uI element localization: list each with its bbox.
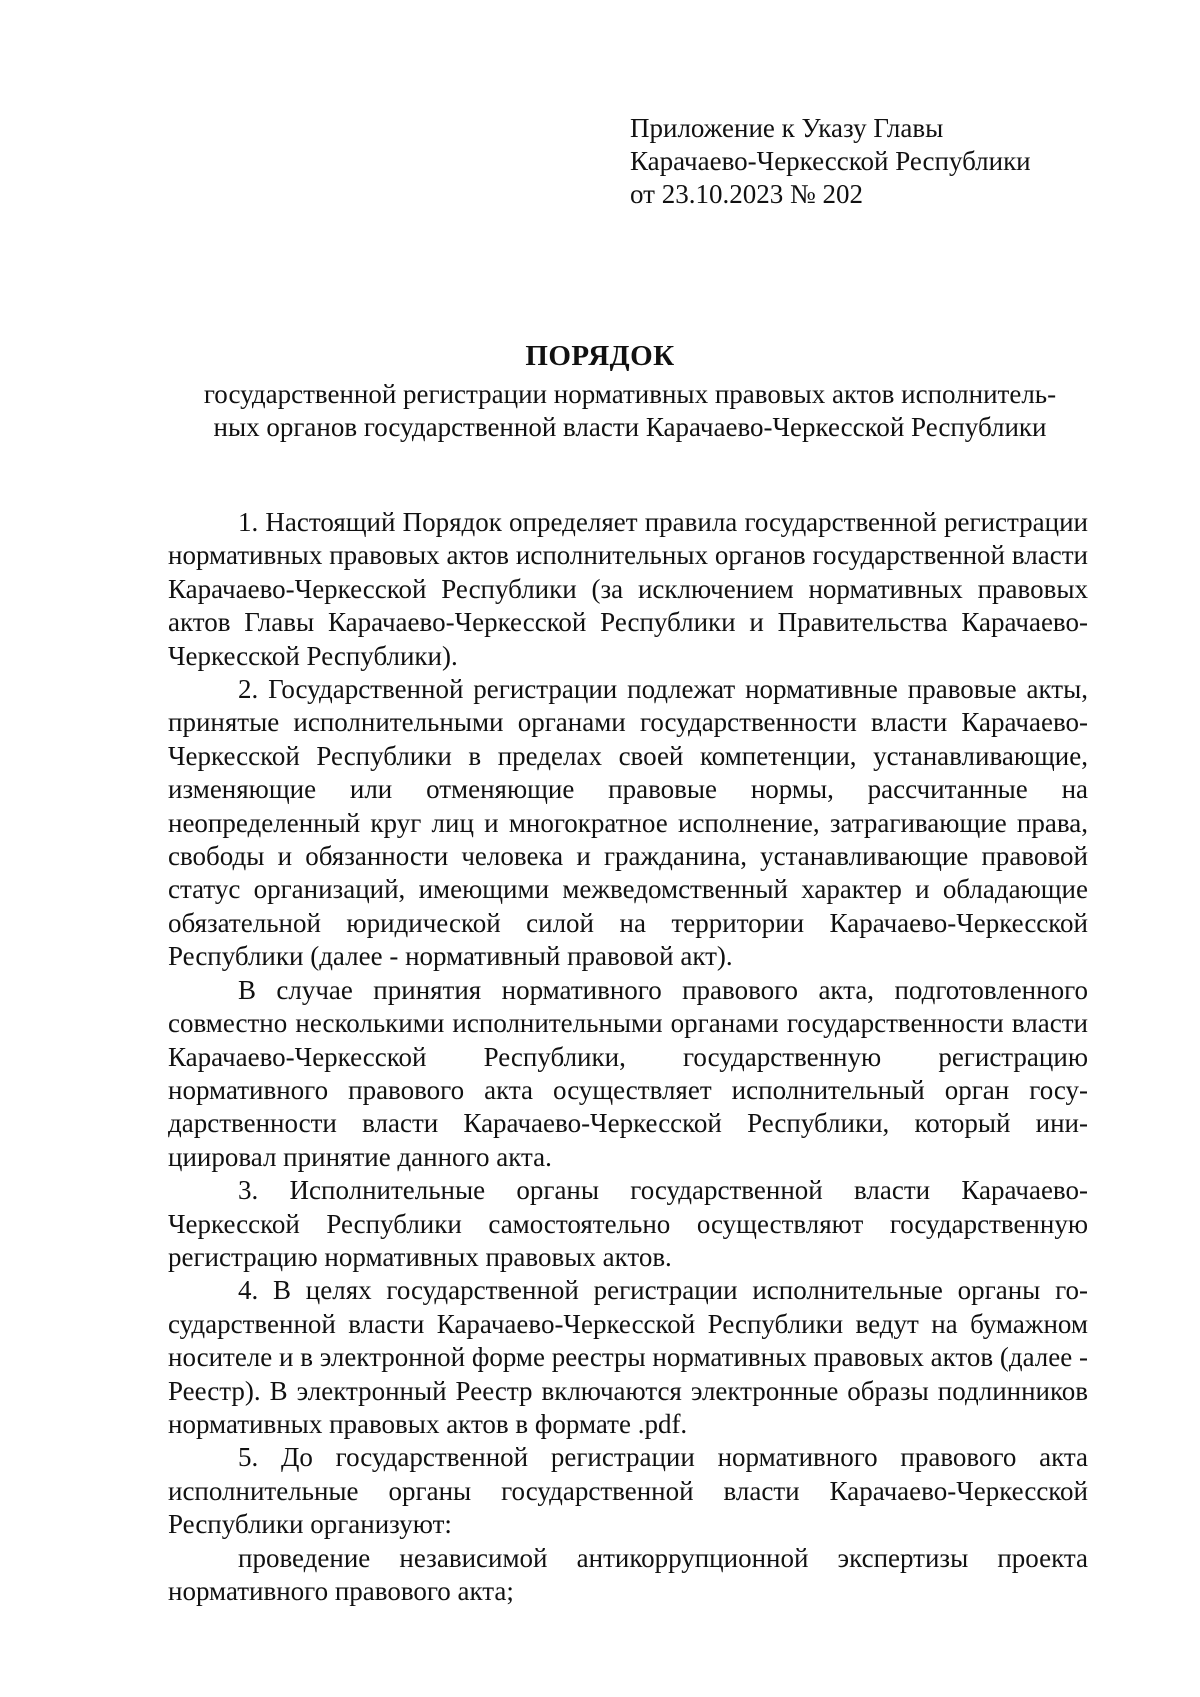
document-body — [168, 506, 1088, 1608]
paragraph-4: 4. В целях государственной регистрации исполнительные органы государственной власти Карачаево-Черкесской Республики ведут на бумажном носителе и в электронной форме реестры нормативных правовых актов (далее - Реестр). В электронный Реестр включаются электронные образы подлинников нормативных правовых актов в формате .pdf. — [168, 1275, 1088, 1439]
appendix-line: от 23.10.2023 № 202 — [630, 179, 863, 209]
paragraph-5-item: проведение независимой антикоррупционной экспертизы проекта нормативного правового акта; — [168, 1542, 1088, 1606]
paragraph-2-continued: В случае принятия нормативного правового акта, подготовленного совместно несколькими исполнительными органами государственности власти Карачаево-Черкесской Республики, государственную регистрацию нормативного правового акта осуществляет исполнительный орган государственности власти Карачаево-Черкесской Республики, который инициировал принятие данного акта. — [168, 974, 1088, 1172]
paragraph-1: 1. Настоящий Порядок определяет правила государственной регистрации нормативных правовых актов исполнительных органов государственной власти Карачаево-Черкесской Республики (за исключением нормативных правовых актов Главы Карачаево-Черкесской Республики и Правительства Карачаево-Черкесской Республики). — [168, 507, 1088, 671]
appendix-line: Карачаево-Черкесской Республики — [630, 146, 1031, 176]
paragraph-2: 2. Государственной регистрации подлежат нормативные правовые акты, принятые исполнительными органами государственности власти Карачаево-Черкесской Республики в пределах своей компетенции, устанавливающие, изменяющие или отменяющие правовые нормы, рассчитанные на неопределенный круг лиц и многократное исполнение, затрагивающие права, свободы и обязанности человека и гражданина, устанавливающие правовой статус организаций, имеющими межведомственный характер и обладающие обязательной юридической силой на территории Карачаево-Черкесской Республики (далее - нормативный правовой акт). — [168, 674, 1088, 972]
paragraph-3: 3. Исполнительные органы государственной власти Карачаево-Черкесской Республики самостоятельно осуществляют государственную регистрацию нормативных правовых актов. — [168, 1175, 1088, 1272]
subtitle-line: государственной регистрации нормативных правовых актов исполнитель- — [203, 379, 1057, 409]
subtitle-line: ных органов государственной власти Карачаево-Черкесской Республики — [213, 412, 1047, 442]
document-title: ПОРЯДОК — [525, 340, 675, 372]
document-subtitle — [170, 378, 1090, 444]
appendix-reference — [630, 112, 1031, 211]
appendix-line: Приложение к Указу Главы — [630, 113, 944, 143]
paragraph-5: 5. До государственной регистрации нормативного правового акта исполнительные органы государственной власти Карачаево-Черкесской Республики организуют: — [168, 1442, 1088, 1540]
